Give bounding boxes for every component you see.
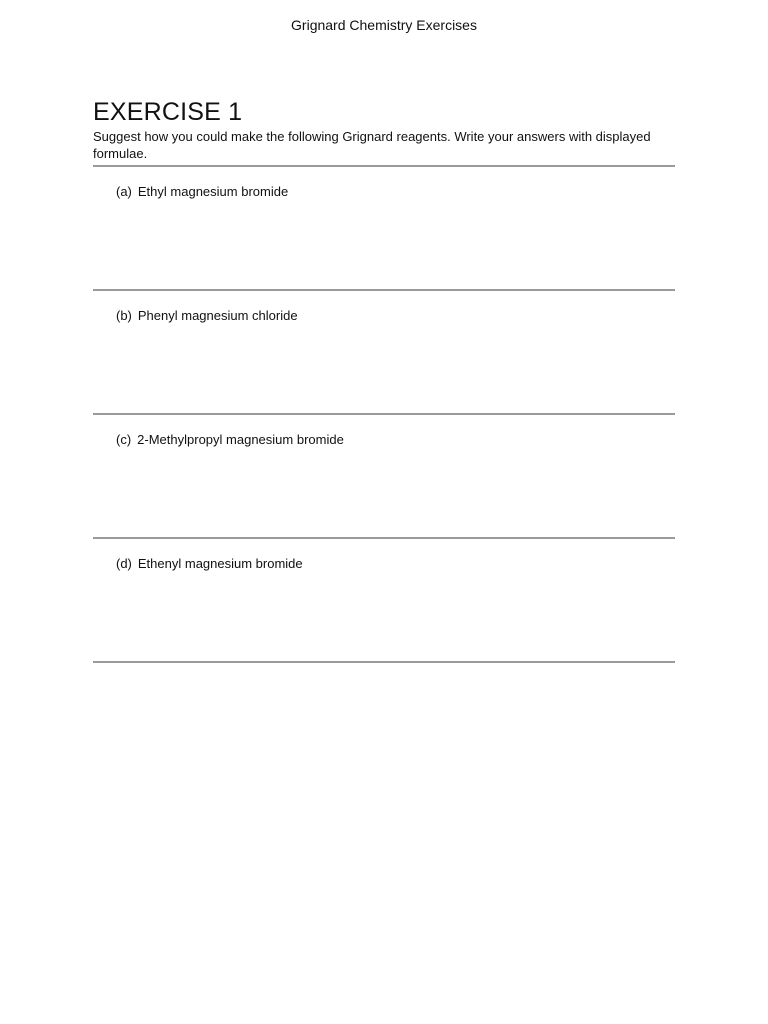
question-text xyxy=(116,307,298,324)
question-label: Ethenyl magnesium bromide xyxy=(137,556,303,571)
page-header: Grignard Chemistry Exercises xyxy=(291,17,477,33)
question-label: Phenyl magnesium chloride xyxy=(137,308,298,323)
question-d xyxy=(93,539,675,661)
question-a xyxy=(93,167,675,289)
question-letter: (d) xyxy=(116,556,132,571)
exercise-section xyxy=(93,96,675,663)
exercise-title: EXERCISE 1 xyxy=(93,98,243,126)
question-label: 2-Methylpropyl magnesium bromide xyxy=(137,432,344,447)
question-letter: (c) xyxy=(116,432,132,447)
question-letter: (b) xyxy=(116,308,132,323)
question-text xyxy=(116,431,344,448)
question-text xyxy=(116,183,288,200)
question-label: Ethyl magnesium bromide xyxy=(137,184,289,199)
question-c xyxy=(93,415,675,537)
question-letter: (a) xyxy=(116,184,132,199)
question-b xyxy=(93,291,675,413)
exercise-instructions: Suggest how you could make the following Grignard reagents. Write your answers with displayed formulae. xyxy=(93,129,651,161)
divider-rule xyxy=(93,661,675,663)
question-text xyxy=(116,555,303,572)
